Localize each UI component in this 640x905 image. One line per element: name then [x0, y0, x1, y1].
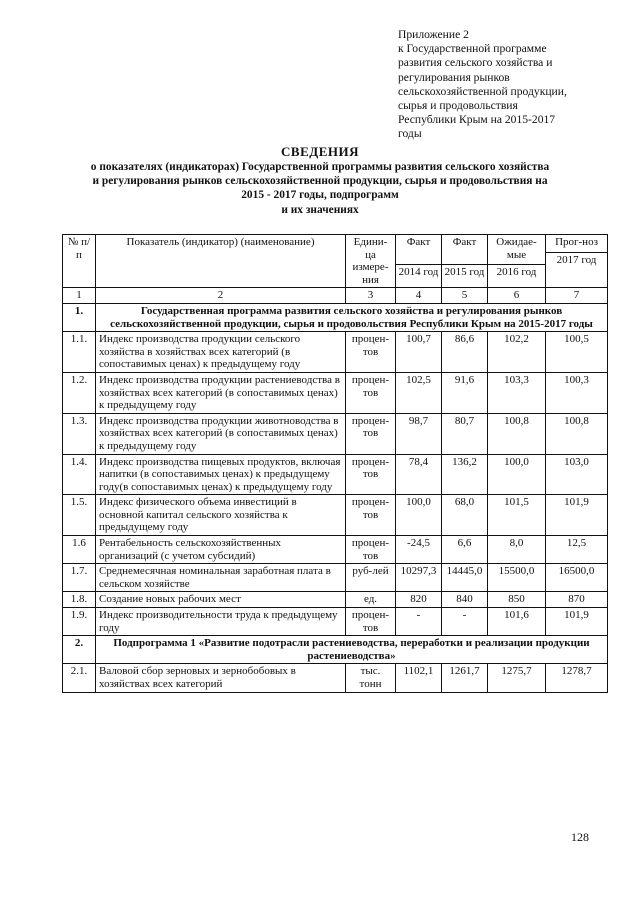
row-indicator: Индекс производства продукции сельского хозяйства в хозяйствах всех категорий (в сопоставимых ценах) к предыдущему году: [96, 332, 346, 373]
header-year: 2017 год: [546, 252, 607, 267]
value-2014: 102,5: [396, 372, 442, 413]
value-2017: 103,0: [546, 454, 608, 495]
annex-line: развития сельского хозяйства и: [398, 56, 553, 70]
row-unit: тыс. тонн: [346, 664, 396, 692]
section-num: 1.: [63, 303, 96, 331]
value-2015: 14445,0: [442, 564, 488, 592]
row-indicator: Валовой сбор зерновых и зернобобовых в хозяйствах всех категорий: [96, 664, 346, 692]
row-indicator: Индекс производительности труда к предыдущему году: [96, 608, 346, 636]
table-row: [63, 536, 608, 564]
value-2017: 16500,0: [546, 564, 608, 592]
value-2014: 98,7: [396, 413, 442, 454]
value-2016: 101,6: [488, 608, 546, 636]
document-subtitle: [0, 160, 640, 217]
value-2016: 103,3: [488, 372, 546, 413]
value-2014: 1102,1: [396, 664, 442, 692]
value-2017: 101,9: [546, 608, 608, 636]
row-num: 1.6: [63, 536, 96, 564]
row-indicator: Индекс физического объема инвестиций в основной капитал сельского хозяйства к предыдущему году: [96, 495, 346, 536]
row-num: 1.3.: [63, 413, 96, 454]
row-unit: процен-тов: [346, 536, 396, 564]
row-indicator: Индекс производства продукции животноводства в хозяйствах всех категорий (в сопоставимых ценах) к предыдущему году: [96, 413, 346, 454]
value-2017: 100,5: [546, 332, 608, 373]
header-label: Прог-ноз: [555, 236, 598, 248]
row-unit: руб-лей: [346, 564, 396, 592]
header-indicator: Показатель (индикатор) (наименование): [96, 235, 346, 288]
row-indicator: Среднемесячная номинальная заработная плата в сельском хозяйстве: [96, 564, 346, 592]
value-2014: 78,4: [396, 454, 442, 495]
row-indicator: Индекс производства пищевых продуктов, включая напитки (в сопоставимых ценах) к предыдущему году(в сопоставимых ценах) к предыдущему году: [96, 454, 346, 495]
column-number-row: [63, 288, 608, 304]
column-number: 2: [96, 288, 346, 304]
subtitle-line: и их значениях: [281, 203, 359, 216]
section-row: [63, 303, 608, 331]
column-number: 5: [442, 288, 488, 304]
header-fact-2015: [442, 235, 488, 288]
row-unit: процен-тов: [346, 608, 396, 636]
column-number: 1: [63, 288, 96, 304]
value-2016: 1275,7: [488, 664, 546, 692]
section-num: 2.: [63, 636, 96, 664]
value-2015: 80,7: [442, 413, 488, 454]
header-unit: Едини-ца измере-ния: [346, 235, 396, 288]
annex-line: годы: [398, 127, 422, 141]
value-2017: 100,3: [546, 372, 608, 413]
column-number: 6: [488, 288, 546, 304]
table-row: [63, 495, 608, 536]
column-number: 3: [346, 288, 396, 304]
header-label: Ожидае-мые: [496, 236, 537, 261]
header-label: Факт: [406, 236, 431, 248]
row-num: 1.4.: [63, 454, 96, 495]
row-indicator: Индекс производства продукции растениеводства в хозяйствах всех категорий (в сопоставимых ценах) к предыдущему году: [96, 372, 346, 413]
header-expected-2016: [488, 235, 546, 288]
table-body-section-2: [63, 636, 608, 692]
header-num: № п/п: [63, 235, 96, 288]
column-number: 4: [396, 288, 442, 304]
header-fact-2014: [396, 235, 442, 288]
row-unit: процен-тов: [346, 413, 396, 454]
value-2015: 6,6: [442, 536, 488, 564]
header-year: 2016 год: [488, 264, 545, 279]
value-2016: 102,2: [488, 332, 546, 373]
table-row: [63, 372, 608, 413]
subtitle-line: о показателях (индикаторах) Государственной программы развития сельского хозяйства: [90, 161, 550, 173]
value-2016: 100,0: [488, 454, 546, 495]
column-number: 7: [546, 288, 608, 304]
value-2017: 101,9: [546, 495, 608, 536]
annex-line: к Государственной программе: [398, 42, 547, 56]
value-2017: 870: [546, 592, 608, 608]
row-num: 1.2.: [63, 372, 96, 413]
row-indicator: Рентабельность сельскохозяйственных организаций (с учетом субсидий): [96, 536, 346, 564]
row-unit: процен-тов: [346, 332, 396, 373]
value-2014: 100,7: [396, 332, 442, 373]
value-2016: 850: [488, 592, 546, 608]
section-title: Государственная программа развития сельского хозяйства и регулирования рынков сельскохозяйственной продукции, сырья и продовольствия Республики Крым на 2015-2017 годы: [96, 303, 608, 331]
value-2017: 100,8: [546, 413, 608, 454]
value-2016: 8,0: [488, 536, 546, 564]
value-2017: 1278,7: [546, 664, 608, 692]
document-title: СВЕДЕНИЯ: [281, 144, 359, 159]
table-row: [63, 332, 608, 373]
row-unit: процен-тов: [346, 495, 396, 536]
header-forecast-2017: [546, 235, 608, 288]
section-row: [63, 636, 608, 664]
row-indicator: Создание новых рабочих мест: [96, 592, 346, 608]
value-2015: 840: [442, 592, 488, 608]
table-row: [63, 664, 608, 692]
indicators-table: [62, 234, 608, 693]
value-2015: 91,6: [442, 372, 488, 413]
value-2017: 12,5: [546, 536, 608, 564]
value-2014: 100,0: [396, 495, 442, 536]
header-year: 2015 год: [442, 264, 487, 279]
header-label: Факт: [452, 236, 477, 248]
row-num: 1.7.: [63, 564, 96, 592]
row-unit: ед.: [346, 592, 396, 608]
table-row: [63, 592, 608, 608]
row-num: 1.9.: [63, 608, 96, 636]
row-num: 1.5.: [63, 495, 96, 536]
subtitle-line: 2015 - 2017 годы, подпрограмм: [241, 189, 399, 202]
value-2014: -24,5: [396, 536, 442, 564]
row-unit: процен-тов: [346, 454, 396, 495]
value-2016: 100,8: [488, 413, 546, 454]
row-num: 2.1.: [63, 664, 96, 692]
annex-line: сельскохозяйственной продукции,: [398, 84, 567, 98]
annex-line: сырья и продовольствия: [398, 99, 518, 113]
value-2015: -: [442, 608, 488, 636]
table-header-row: [63, 235, 608, 288]
value-2014: 820: [396, 592, 442, 608]
section-title: Подпрограмма 1 «Развитие подотрасли растениеводства, переработки и реализации продукции растениеводства»: [96, 636, 608, 664]
value-2016: 101,5: [488, 495, 546, 536]
table-row: [63, 564, 608, 592]
annex-note: [398, 28, 608, 142]
value-2016: 15500,0: [488, 564, 546, 592]
annex-line: Приложение 2: [398, 28, 469, 41]
subtitle-line: и регулирования рынков сельскохозяйственной продукции, сырья и продовольствия на: [92, 175, 548, 188]
table-row: [63, 413, 608, 454]
row-num: 1.1.: [63, 332, 96, 373]
value-2015: 68,0: [442, 495, 488, 536]
annex-line: регулирования рынков: [398, 70, 510, 84]
value-2014: 10297,3: [396, 564, 442, 592]
value-2015: 86,6: [442, 332, 488, 373]
value-2015: 136,2: [442, 454, 488, 495]
page-number: 128: [571, 830, 589, 844]
table-body: [63, 303, 608, 635]
row-num: 1.8.: [63, 592, 96, 608]
annex-line: Республики Крым на 2015-2017: [398, 113, 556, 127]
value-2015: 1261,7: [442, 664, 488, 692]
value-2014: -: [396, 608, 442, 636]
header-year: 2014 год: [396, 264, 441, 279]
table-row: [63, 608, 608, 636]
table-row: [63, 454, 608, 495]
row-unit: процен-тов: [346, 372, 396, 413]
